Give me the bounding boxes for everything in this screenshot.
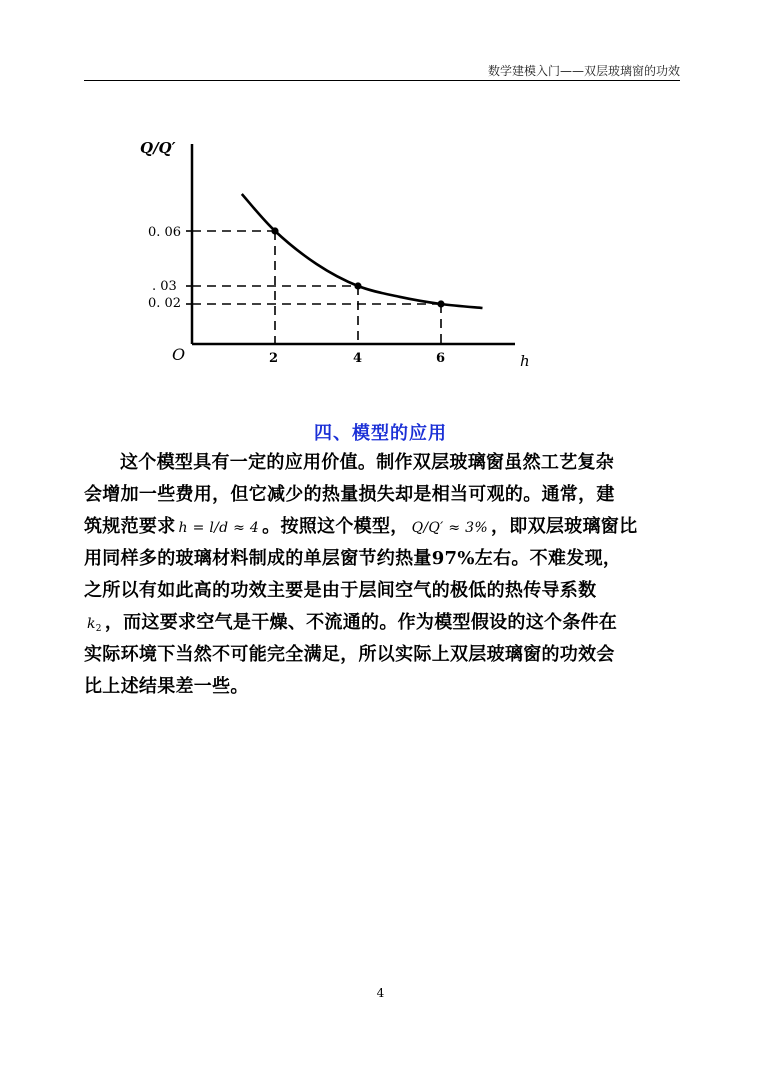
x-axis-label: h bbox=[520, 352, 530, 370]
text-line-7: 实际环境下当然不可能完全满足，所以实际上双层玻璃窗的功效会 bbox=[84, 644, 615, 665]
formula-q-ratio: Q/Q′ ≈ 3% bbox=[411, 520, 488, 536]
formula-h-ratio: h = l/d ≈ 4 bbox=[178, 520, 260, 536]
text-line-4 bbox=[84, 543, 682, 575]
formula-k2 bbox=[84, 616, 105, 632]
data-point bbox=[437, 300, 444, 307]
body-paragraph bbox=[84, 447, 682, 703]
text-line-3 bbox=[84, 511, 682, 543]
text-fragment: 左右。不难发现， bbox=[474, 548, 622, 569]
text-fragment: ，而这要求空气是干燥、不流通的。作为模型假设的这个条件在 bbox=[104, 612, 618, 633]
figure-ratio-vs-h bbox=[120, 104, 560, 394]
x-tick-label-2: 2 bbox=[269, 351, 279, 366]
data-curve bbox=[242, 194, 483, 308]
text-fragment: 用同样多的玻璃材料制成的单层窗节约热量 bbox=[84, 548, 432, 569]
section-heading: 四、模型的应用 bbox=[314, 423, 447, 444]
page-number: 4 bbox=[376, 986, 385, 1000]
header-rule bbox=[84, 80, 680, 81]
percentage-value: 97% bbox=[431, 548, 475, 569]
text-line-8: 比上述结果差一些。 bbox=[84, 676, 249, 697]
text-fragment: 。按照这个模型， bbox=[262, 516, 409, 537]
x-tick-label-4: 4 bbox=[353, 351, 363, 366]
data-point bbox=[354, 282, 361, 289]
data-point bbox=[271, 227, 278, 234]
y-axis-label: Q/Q′ bbox=[140, 139, 176, 157]
y-tick-label-002: 0. 02 bbox=[148, 296, 182, 311]
x-tick-label-6: 6 bbox=[436, 351, 446, 366]
text-line-6 bbox=[84, 607, 682, 639]
origin-label: O bbox=[172, 345, 186, 364]
text-fragment: ，即双层玻璃窗比 bbox=[490, 516, 638, 537]
text-fragment: 筑规范要求 bbox=[84, 516, 176, 537]
text-line-2: 会增加一些费用，但它减少的热量损失却是相当可观的。通常，建 bbox=[84, 484, 615, 505]
y-tick-label-006: 0. 06 bbox=[148, 225, 182, 240]
running-header: 数学建模入门——双层玻璃窗的功效 bbox=[487, 64, 680, 78]
formula-k2-symbol: k bbox=[87, 616, 96, 632]
text-line-5: 之所以有如此高的功效主要是由于层间空气的极低的热传导系数 bbox=[84, 580, 597, 601]
chart-svg bbox=[120, 104, 560, 394]
formula-k2-subscript: 2 bbox=[95, 624, 102, 634]
text-line-1: 这个模型具有一定的应用价值。制作双层玻璃窗虽然工艺复杂 bbox=[120, 452, 615, 473]
y-tick-label-003: . 03 bbox=[152, 279, 177, 294]
plot-layer bbox=[186, 194, 483, 344]
